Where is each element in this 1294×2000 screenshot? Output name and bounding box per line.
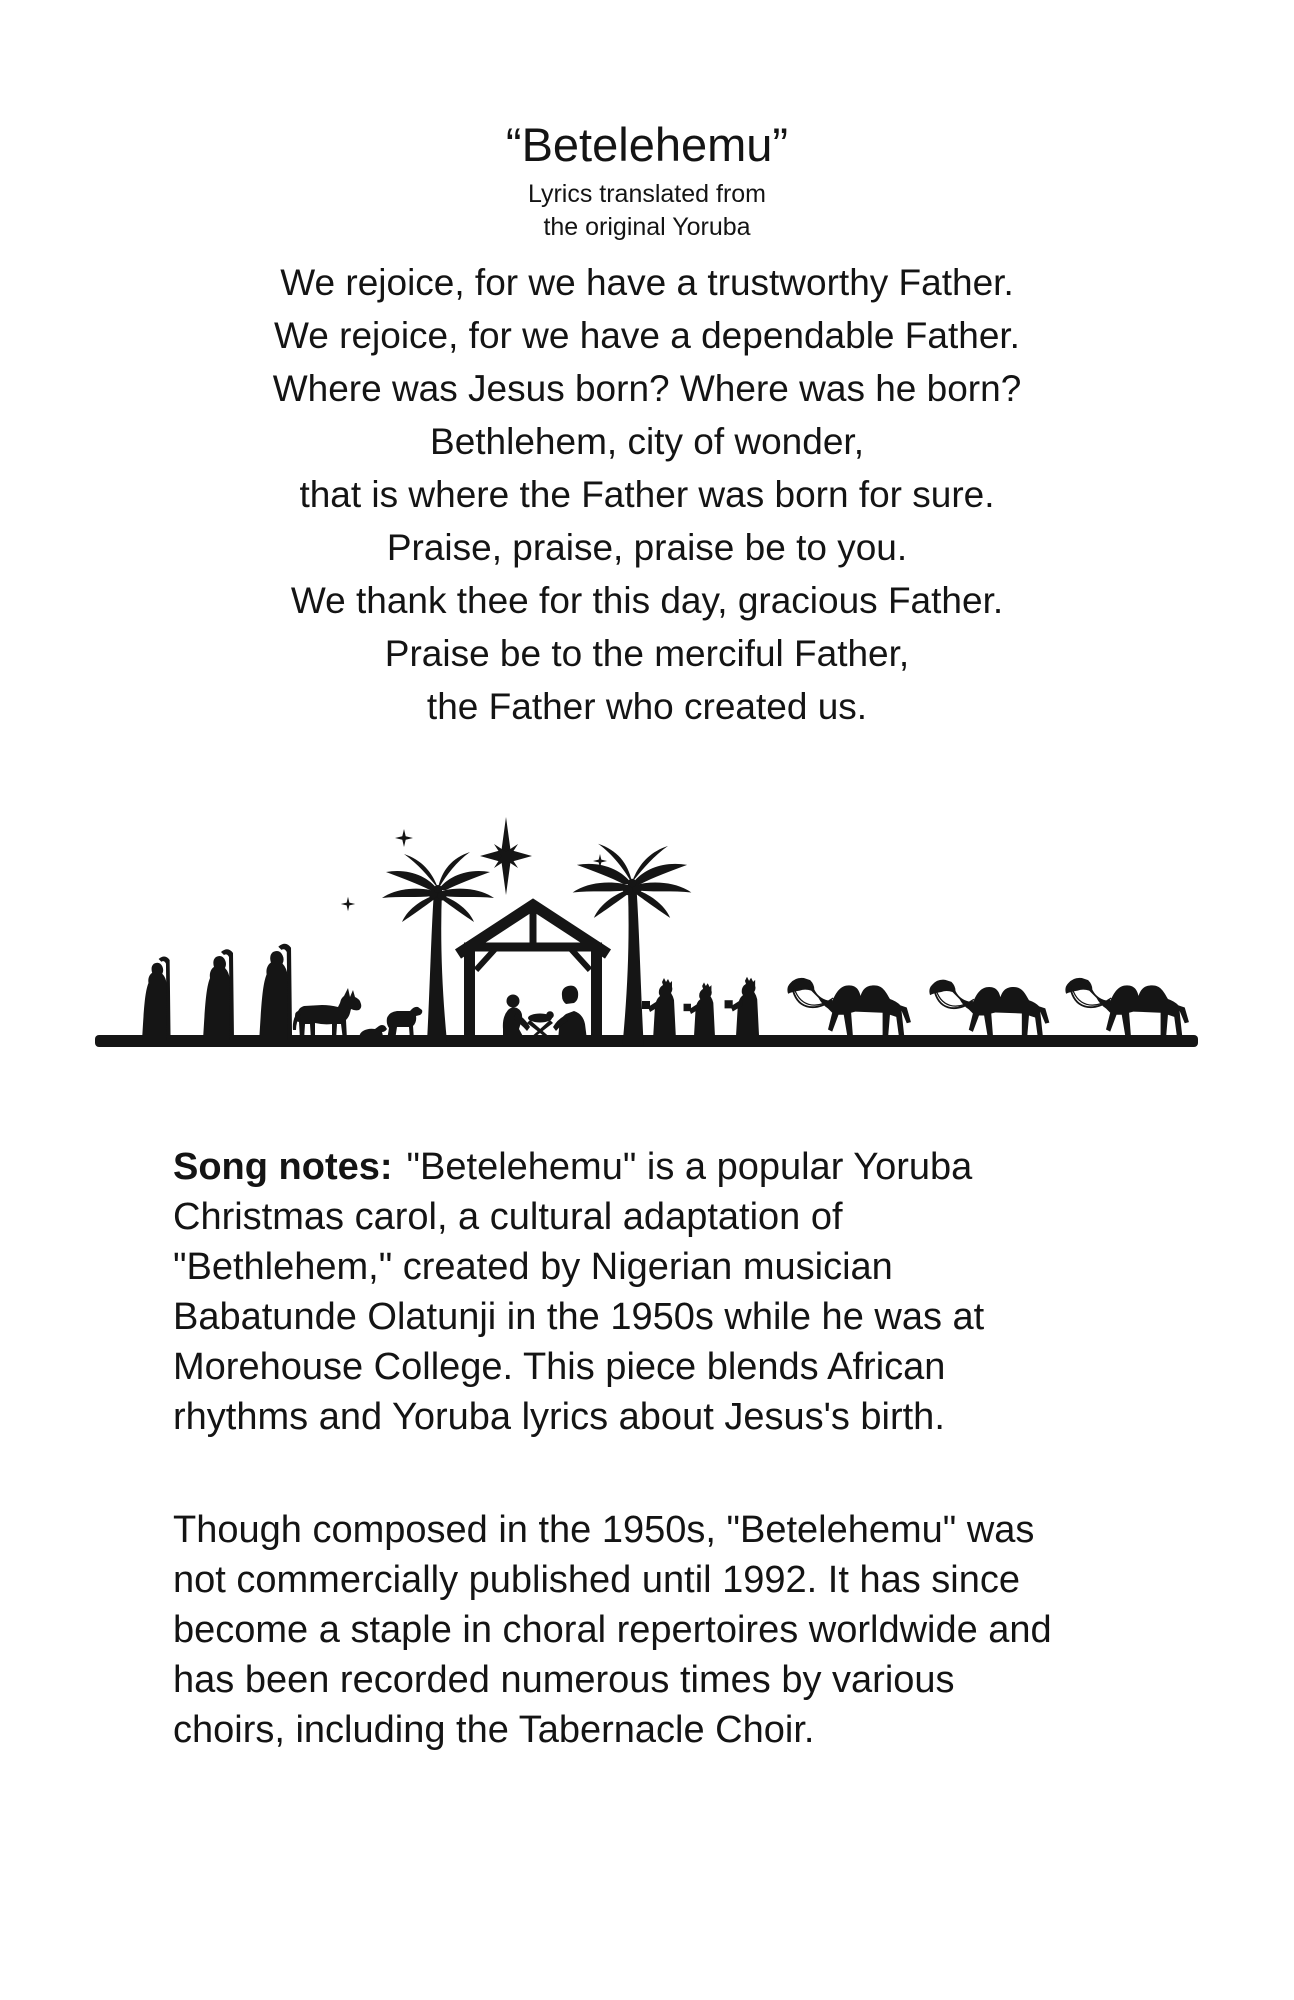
subtitle [0,178,1294,244]
lyrics-block [0,256,1294,733]
history-line: has been recorded numerous times by various [173,1659,955,1701]
subtitle-line-2: the original Yoruba [543,213,751,241]
wise-men-group [642,977,759,1040]
star-of-bethlehem [480,817,532,895]
lyric-line: the Father who created us. [426,686,868,727]
lyric-line: We rejoice, for we have a dependable Father. [274,315,1020,356]
lyric-line: We thank thee for this day, gracious Father. [290,580,1004,621]
donkey [293,988,361,1040]
lyric-line: Praise be to the merciful Father, [384,633,910,674]
history-line: become a staple in choral repertoires worldwide and [173,1609,1052,1651]
lyric-line: Bethlehem, city of wonder, [430,421,864,462]
history-line: choirs, including the Tabernacle Choir. [173,1709,815,1751]
song-notes-paragraph [173,1142,1233,1442]
header [0,116,1294,244]
sparkle-stars [341,829,607,911]
song-notes-label: Song notes: [173,1146,393,1188]
notes-line-text: "Betelehemu" is a popular Yoruba [406,1146,973,1188]
notes-line: "Bethlehem," created by Nigerian musician [173,1246,893,1288]
subtitle-line-1: Lyrics translated from [527,180,767,208]
history-line: Though composed in the 1950s, "Betelehemu" was [173,1509,1035,1551]
camels-group [787,978,1189,1040]
sheep [359,1007,422,1040]
holy-family [503,986,587,1040]
notes-line: Babatunde Olatunji in the 1950s while he was at [173,1296,985,1338]
shepherds-group [142,944,292,1040]
notes-line: rhythms and Yoruba lyrics about Jesus's birth. [173,1396,945,1438]
nativity-illustration [92,800,1202,1050]
song-notes-section [173,1142,1233,1755]
lyric-line: that is where the Father was born for sure. [299,474,995,515]
lyric-line: We rejoice, for we have a trustworthy Father. [280,262,1014,303]
nativity-scene-svg [92,800,1202,1050]
notes-line [173,1142,1233,1192]
page-title: “Betelehemu” [505,118,789,171]
lyric-line: Where was Jesus born? Where was he born? [272,368,1022,409]
history-line: not commercially published until 1992. It has since [173,1559,1021,1601]
history-paragraph [173,1505,1233,1755]
notes-line: Morehouse College. This piece blends African [173,1346,946,1388]
notes-line: Christmas carol, a cultural adaptation of [173,1196,843,1238]
lyric-line: Praise, praise, praise be to you. [386,527,908,568]
